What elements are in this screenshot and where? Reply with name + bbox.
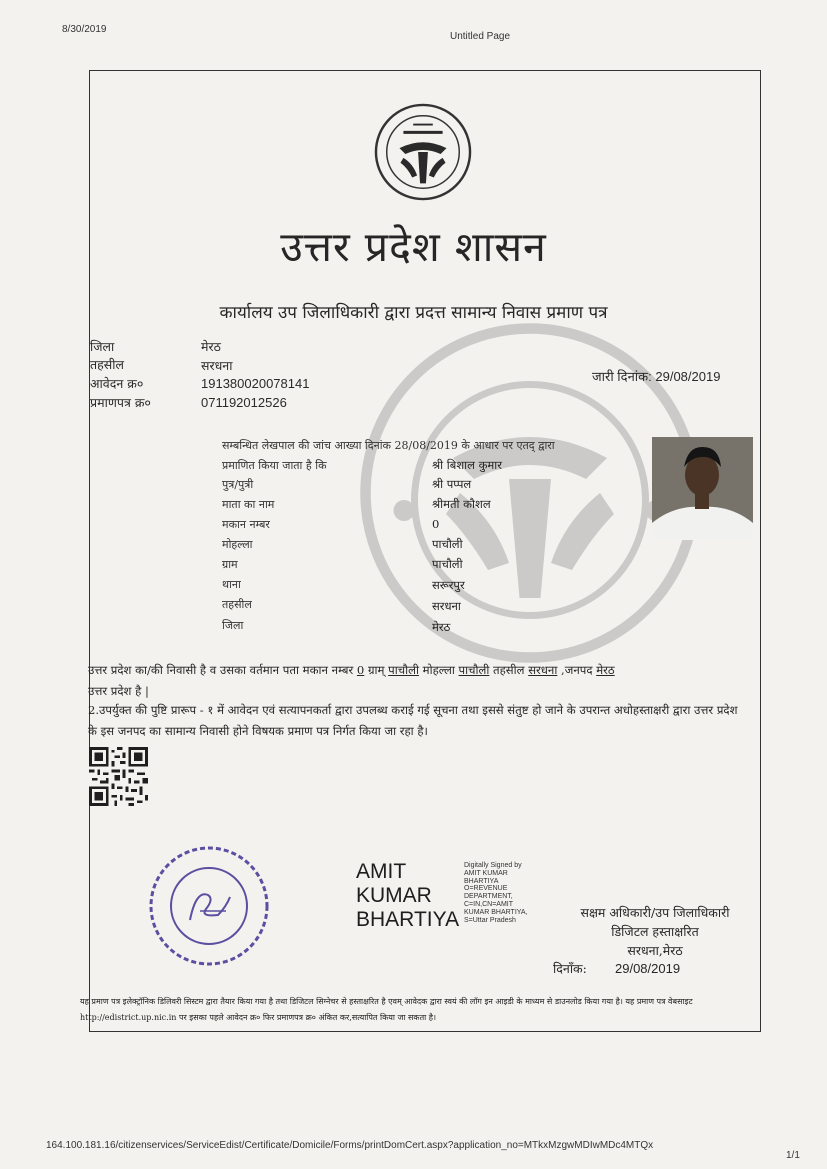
sig-line: BHARTIYA xyxy=(464,877,499,885)
para-house-number: 0 xyxy=(356,663,365,677)
para-mohalla: पाचौली xyxy=(458,663,490,677)
detail-label: जिला xyxy=(222,619,244,632)
detail-value-district: मेरठ xyxy=(432,620,451,634)
meta-label-district: जिला xyxy=(90,339,115,354)
detail-label: प्रमाणित किया जाता है कि xyxy=(222,459,327,472)
signer-last-name: BHARTIYA xyxy=(356,908,460,931)
sig-line: AMIT KUMAR xyxy=(464,869,508,877)
para-text: ग्राम् xyxy=(364,663,389,677)
digital-signature-details xyxy=(464,862,528,924)
detail-label: थाना xyxy=(222,578,241,591)
authority-date-label: दिनाँक: xyxy=(553,961,587,976)
sig-line: KUMAR BHARTIYA, xyxy=(464,908,528,916)
disclaimer-text: यह प्रमाण पत्र इलेक्ट्रॉनिक डिलिवरी सिस्टम द्वारा तैयार किया गया है तथा डिजिटल सिग्नेचर से हस्ताक्षरित है एवम् आवेदक द्वारा स्वयं की लॉग इन आइडी के माध्यम से डाउनलोड किया गया है। यह प्रमाण पत्र वेबसाइट http://edistrict.up.nic.in पर इसका पहले आवेदन क्र० फिर प्रमाणपत्र क्र० अंकित कर,सत्यापित किया जा सकता है। xyxy=(80,997,693,1022)
signer-middle-name: KUMAR xyxy=(356,884,432,907)
para-tehsil: सरधना xyxy=(528,663,558,677)
issue-date: जारी दिनांक: 29/08/2019 xyxy=(592,369,721,384)
detail-value-mohalla: पाचौली xyxy=(432,537,463,551)
para-village: पाचौली xyxy=(388,663,419,677)
service-center-seal-icon xyxy=(148,845,270,967)
para-text: उत्तर प्रदेश है | xyxy=(88,684,149,698)
authority-date-value: 29/08/2019 xyxy=(615,961,681,976)
detail-value-father: श्री पप्पल xyxy=(432,477,472,491)
print-page-count: 1/1 xyxy=(786,1150,800,1161)
detail-value-house: 0 xyxy=(432,517,440,531)
meta-label-certificate-no: प्रमाणपत्र क्र० xyxy=(90,395,151,410)
detail-value-village: पाचौली xyxy=(432,557,463,571)
para-text: तहसील xyxy=(489,663,529,677)
authority-signature-type: डिजिटल हस्ताक्षरित xyxy=(611,924,699,939)
meta-value-tehsil: सरधना xyxy=(201,358,233,373)
detail-label: मोहल्ला xyxy=(222,538,253,551)
para-text: ,जनपद xyxy=(557,663,597,677)
para-text: उत्तर प्रदेश का/की निवासी है व उसका वर्तमान पता मकान नम्बर xyxy=(88,663,357,677)
verification-paragraph: 2.उपर्युक्त की पुष्टि प्रारूप - १ में आवेदन एवं सत्यापनकर्ता द्वारा उपलब्ध कराई गई सूचना तथा इससे संतुष्ट हो जाने के उपरान्त अधोहस्ताक्षरी द्वारा उत्तर प्रदेश के इस जनपद का सामान्य निवासी होने विषयक प्रमाण पत्र निर्गत किया जा रहा है। xyxy=(88,703,738,738)
meta-value-district: मेरठ xyxy=(201,339,221,354)
sig-line: DEPARTMENT, xyxy=(464,893,513,901)
print-page-title: Untitled Page xyxy=(450,31,511,42)
print-url: 164.100.181.16/citizenservices/ServiceEdist/Certificate/Domicile/Forms/printDomCert.aspx?application_no=MTkxMzgwMDIwMDc4MTQx xyxy=(46,1140,654,1151)
meta-label-tehsil: तहसील xyxy=(90,357,124,372)
detail-label: मकान नम्बर xyxy=(222,518,270,531)
detail-label: माता का नाम xyxy=(222,498,275,511)
detail-label: ग्राम xyxy=(222,558,238,571)
up-government-emblem-icon xyxy=(374,103,472,201)
authority-place: सरधना,मेरठ xyxy=(627,943,683,958)
detail-value-police-station: सरूरपुर xyxy=(432,578,465,592)
sig-line: S=Uttar Pradesh xyxy=(464,916,516,924)
detail-label: पुत्र/पुत्री xyxy=(222,478,254,491)
government-title: उत्तर प्रदेश शासन xyxy=(280,223,547,271)
detail-label: तहसील xyxy=(222,598,252,611)
detail-value-tehsil: सरधना xyxy=(432,599,461,613)
authority-designation: सक्षम अधिकारी/उप जिलाधिकारी xyxy=(580,905,730,920)
meta-label-application-no: आवेदन क्र० xyxy=(90,376,144,391)
print-date: 8/30/2019 xyxy=(62,24,107,35)
sig-line: Digitally Signed by xyxy=(464,862,522,869)
meta-value-application-no: 191380020078141 xyxy=(201,376,310,391)
residence-paragraph xyxy=(88,660,748,702)
sig-line: O=REVENUE xyxy=(464,885,508,893)
para-district: मेरठ xyxy=(596,663,615,677)
signer-first-name: AMIT xyxy=(356,860,407,883)
detail-value-name: श्री बिशाल कुमार xyxy=(432,458,502,472)
sig-line: C=IN,CN=AMIT xyxy=(464,900,514,908)
qr-code xyxy=(89,747,148,806)
office-title: कार्यालय उप जिलाधिकारी द्वारा प्रदत्त सामान्य निवास प्रमाण पत्र xyxy=(219,303,608,323)
applicant-photo xyxy=(652,437,753,540)
intro-line: सम्बन्धित लेखपाल की जांच आख्या दिनांक 28/08/2019 के आधार पर एतद् द्वारा xyxy=(222,439,555,452)
para-text: मोहल्ला xyxy=(418,663,459,677)
signer-name xyxy=(356,860,459,932)
meta-value-certificate-no: 071192012526 xyxy=(201,395,287,410)
detail-value-mother: श्रीमती कौशल xyxy=(432,497,491,511)
